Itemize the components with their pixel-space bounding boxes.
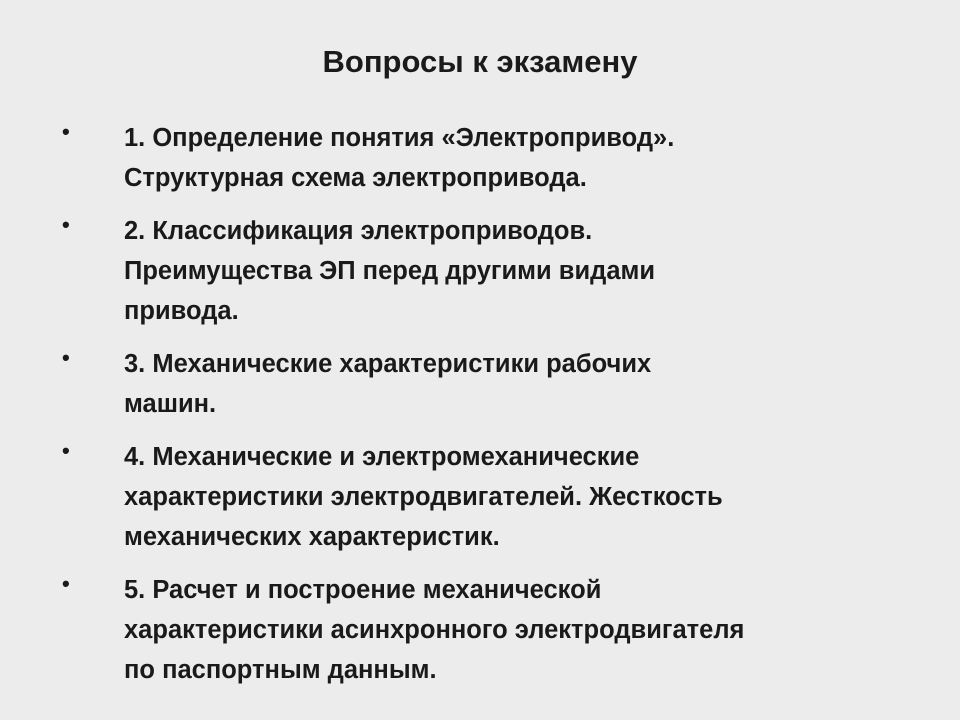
bullet-dot-icon: • [62,119,70,144]
bullet-dot-icon: • [62,212,70,237]
bullet-dot-icon: • [62,438,70,463]
list-item [0,437,960,557]
bullet-dot-icon: • [62,571,70,596]
list-item-text: 1. Определение понятия «Электропривод». Структурная схема электропривода. [124,124,675,192]
list-item-text: 5. Расчет и построение механической характеристики асинхронного электродвигателя по паспортным данным. [124,576,745,684]
bullet-dot-icon: • [62,345,70,370]
list-item [0,211,960,331]
question-list [0,118,960,703]
list-item-text: 2. Классификация электроприводов. Преимущества ЭП перед другими видами привода. [124,217,656,325]
list-item [0,344,960,424]
list-item [0,570,960,690]
list-item-text: 4. Механические и электромеханические характеристики электродвигателей. Жесткость механических характеристик. [124,443,723,551]
list-item-text: 3. Механические характеристики рабочих машин. [124,350,652,418]
list-item [0,118,960,198]
slide-title: Вопросы к экзамену [322,44,638,79]
